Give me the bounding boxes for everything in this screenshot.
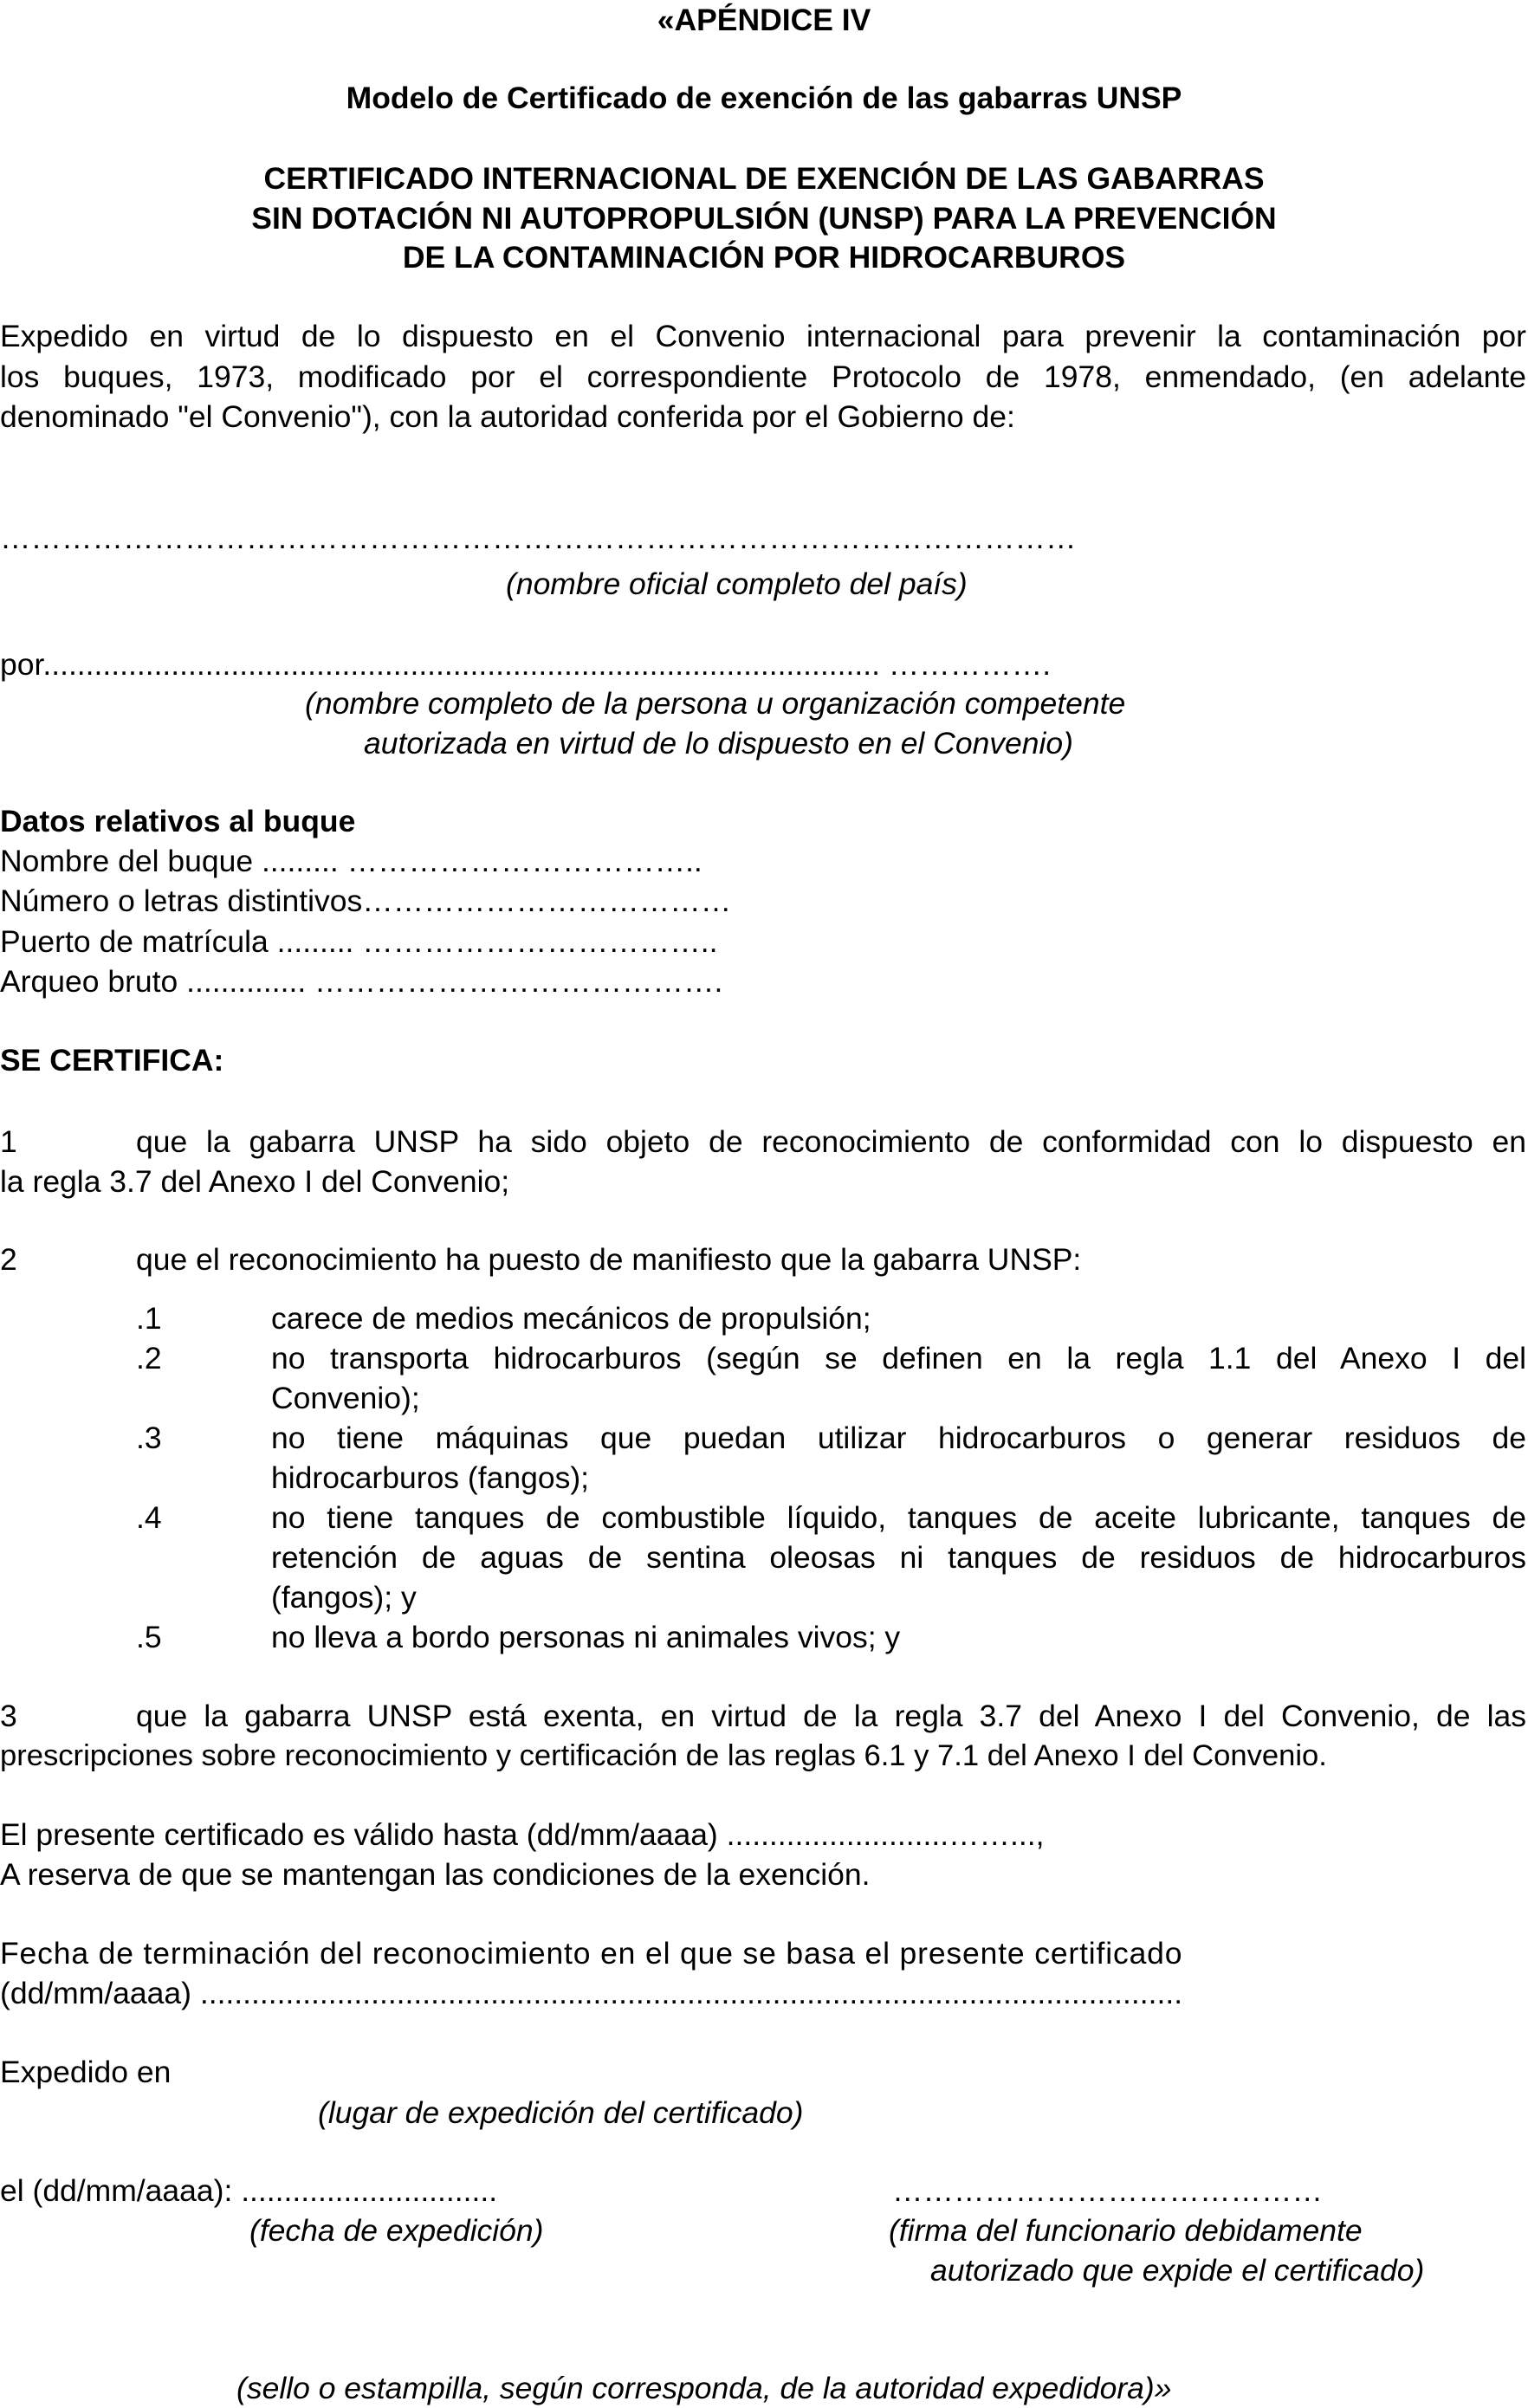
issue-date-field: el (dd/mm/aaaa): .............................. <box>0 2173 498 2208</box>
subitem-2-number: .2 <box>136 1341 162 1376</box>
subitem-4-text: no tiene tanques de combustible líquido, tanques de aceite lubricante, tanques de <box>271 1500 1526 1535</box>
subitem-1-text: carece de medios mecánicos de propulsión; <box>271 1301 871 1336</box>
subitem-5-number: .5 <box>136 1620 162 1654</box>
exemption-conditions-line: A reserva de que se mantengan las condiciones de la exención. <box>0 1857 871 1892</box>
intro-line-2: los buques, 1973, modificado por el correspondiente Protocolo de 1978, enmendado, (en adelante <box>0 359 1526 394</box>
authorized-by-caption-line-2: autorizada en virtud de lo dispuesto en el Convenio) <box>364 726 1073 761</box>
item-1-text-continued: la regla 3.7 del Anexo I del Convenio; <box>0 1164 510 1199</box>
survey-completion-line: Fecha de terminación del reconocimiento en el que se basa el presente certificado <box>0 1936 1183 1971</box>
subitem-4-number: .4 <box>136 1500 162 1535</box>
certifies-heading: SE CERTIFICA: <box>0 1043 224 1078</box>
subitem-5-text: no lleva a bordo personas ni animales vivos; y <box>271 1620 901 1654</box>
ship-name-field: Nombre del buque ......... …………………………….. <box>0 844 702 878</box>
seal-caption: (sello o estampilla, según corresponda, de la autoridad expedidora)» <box>236 2371 1172 2405</box>
port-of-registry-field: Puerto de matrícula ......... …………………………….. <box>0 924 718 959</box>
distinctive-letters-field: Número o letras distintivos……………………………… <box>0 884 732 918</box>
intro-line-1: Expedido en virtud de lo dispuesto en el Convenio internacional para prevenir la contaminación por <box>0 319 1526 353</box>
appendix-title: «APÉNDICE IV <box>657 3 871 37</box>
item-3-text: que la gabarra UNSP está exenta, en virtud de la regla 3.7 del Anexo I del Convenio, de las <box>136 1699 1526 1733</box>
country-name-dotted-line: …………………………………………………………………………………………… <box>0 521 1077 555</box>
signature-caption-line-1: (firma del funcionario debidamente <box>889 2213 1363 2248</box>
ship-details-heading: Datos relativos al buque <box>0 804 356 838</box>
issue-date-caption: (fecha de expedición) <box>249 2213 544 2248</box>
validity-line: El presente certificado es válido hasta (dd/mm/aaaa) ..........................……..., <box>0 1817 1045 1852</box>
item-3-number: 3 <box>0 1699 17 1733</box>
subitem-4-text-continued: retención de aguas de sentina oleosas ni tanques de residuos de hidrocarburos <box>271 1540 1526 1575</box>
issued-at-label: Expedido en <box>0 2055 172 2089</box>
certificate-title-line-3: DE LA CONTAMINACIÓN POR HIDROCARBUROS <box>402 240 1126 275</box>
signature-caption-line-2: autorizado que expide el certificado) <box>930 2253 1425 2288</box>
gross-tonnage-field: Arqueo bruto .............. …………………………………. <box>0 964 723 999</box>
country-name-caption: (nombre oficial completo del país) <box>506 566 968 601</box>
place-of-issue-caption: (lugar de expedición del certificado) <box>318 2095 804 2130</box>
authorized-by-caption-line-1: (nombre completo de la persona u organización competente <box>305 686 1126 721</box>
subitem-3-text: no tiene máquinas que puedan utilizar hidrocarburos o generar residuos de <box>271 1421 1526 1455</box>
item-2-text: que el reconocimiento ha puesto de manifiesto que la gabarra UNSP: <box>136 1242 1082 1277</box>
subitem-4-text-end: (fangos); y <box>271 1580 417 1615</box>
subitem-3-number: .3 <box>136 1421 162 1455</box>
signature-dotted-line: …………………………………… <box>892 2173 1323 2208</box>
subitem-3-text-continued: hidrocarburos (fangos); <box>271 1460 590 1495</box>
authorized-by-dotted-line: por.................................................................................................. ……………. <box>0 647 1052 682</box>
subitem-2-text: no transporta hidrocarburos (según se definen en la regla 1.1 del Anexo I del <box>271 1341 1526 1376</box>
certificate-title-line-1: CERTIFICADO INTERNACIONAL DE EXENCIÓN DE LAS GABARRAS <box>263 161 1265 196</box>
item-3-text-continued: prescripciones sobre reconocimiento y certificación de las reglas 6.1 y 7.1 del Anexo I del Convenio. <box>0 1739 1327 1772</box>
survey-completion-date-field: (dd/mm/aaaa) ................................................................................................................... <box>0 1976 1183 2010</box>
model-title: Modelo de Certificado de exención de las gabarras UNSP <box>346 81 1182 115</box>
subitem-1-number: .1 <box>136 1301 162 1336</box>
certificate-title-line-2: SIN DOTACIÓN NI AUTOPROPULSIÓN (UNSP) PARA LA PREVENCIÓN <box>251 201 1277 236</box>
subitem-2-text-continued: Convenio); <box>271 1381 420 1415</box>
item-1-text: que la gabarra UNSP ha sido objeto de reconocimiento de conformidad con lo dispuesto en <box>136 1124 1526 1159</box>
intro-line-3: denominado "el Convenio"), con la autoridad conferida por el Gobierno de: <box>0 399 1015 434</box>
item-1-number: 1 <box>0 1124 17 1159</box>
item-2-number: 2 <box>0 1242 17 1277</box>
